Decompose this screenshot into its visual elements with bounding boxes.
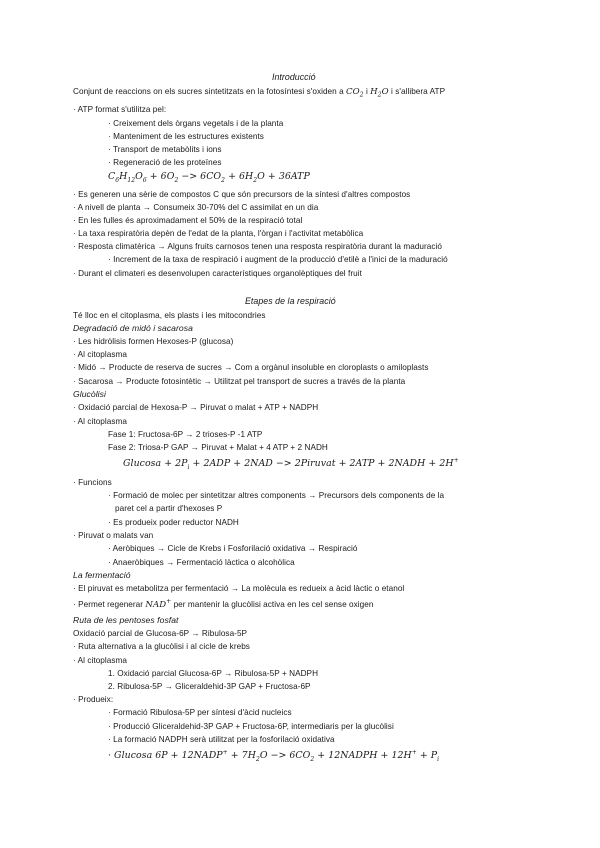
subsection-title-fermentacio: La fermentació	[73, 570, 131, 580]
phase-line: Fase 1: Fructosa-6P → 2 trioses-P -1 ATP	[108, 430, 263, 439]
piruvat-title: · Piruvat o malats van	[73, 531, 154, 540]
list-item: · Permet regenerar NAD+ per mantenir la glucòlisi activa en les cel sense oxigen	[73, 598, 374, 610]
list-item: · El piruvat es metabolitza per fermentació → La molècula es redueix a àcid làctic o etanol	[73, 584, 405, 593]
step-line: 2. Ribulosa-5P → Gliceraldehid-3P GAP + Fructosa-6P	[108, 682, 311, 691]
section-title-introduccio: Introducció	[272, 72, 316, 82]
list-item: · Al citoplasma	[73, 350, 127, 359]
list-item: Oxidació parcial de Glucosa-6P → Ribulosa-5P	[73, 629, 248, 638]
atp-uses-title: · ATP format s'utilitza pel:	[73, 105, 167, 114]
list-item: · Resposta climatèrica → Alguns fruits carnosos tenen una resposta respiratòria durant la maduració	[73, 242, 443, 251]
respiration-equation: $C_6H_{12}O_6 + 6O_2 -> 6CO_2 + 6H_2O + 36ATP$	[108, 171, 310, 184]
glycolysis-equation: $Glucosa + 2P_i + 2ADP + 2NAD$ −> 2Piruvat + 2ATP + 2NADH + 2H+	[123, 456, 459, 471]
list-item: · En les fulles és aproximadament el 50% de la respiració total	[73, 216, 303, 225]
list-item: · Increment de la taxa de respiració i augment de la producció d'etilè a l'inici de la maduració	[108, 255, 448, 264]
list-item: · Al citoplasma	[73, 417, 127, 426]
funcions-title: · Funcions	[73, 478, 112, 487]
list-item: · Anaeròbiques → Fermentació làctica o alcohòlica	[108, 558, 295, 567]
list-item: · Es produeix poder reductor NADH	[108, 518, 239, 527]
list-item: · Manteniment de les estructures existents	[108, 132, 264, 141]
list-item: · Oxidació parcial de Hexosa-P → Piruvat o malat + ATP + NADPH	[73, 403, 319, 412]
section-title-etapes: Etapes de la respiració	[245, 296, 336, 306]
list-item: · Regeneració de les proteïnes	[108, 158, 222, 167]
list-item: · Sacarosa → Producte fotosintètic → Utilitzat pel transport de sucres a través de la planta	[73, 377, 406, 386]
pentose-phosphate-equation: · Glucosa 6P + 12NADP+ + $7H_2O -> 6CO_2$ + 12NADPH + $12H^+ + P_i$	[108, 748, 440, 763]
list-item: · Ruta alternativa a la glucòlisi i al cicle de krebs	[73, 642, 250, 651]
list-item: · Producció Gliceraldehid-3P GAP + Fructosa-6P, intermediaris per la glucòlisi	[108, 722, 394, 731]
list-item: · Formació de molec per sintetitzar altres components → Precursors dels components de la	[108, 491, 445, 500]
list-item-continuation: paret cel a partir d'hexoses P	[115, 504, 223, 513]
list-item: · Les hidròlisis formen Hexoses-P (glucosa)	[73, 337, 234, 346]
definition-line: Conjunt de reaccions on els sucres sintetitzats en la fotosíntesi s'oxiden a $CO_2$ i $H_2O$ i s'allibera ATP	[73, 87, 446, 99]
produeix-title: · Produeix:	[73, 695, 114, 704]
list-item: · La formació NADPH serà utilitzat per la fosforilació oxidativa	[108, 735, 335, 744]
list-item: · Es generen una sèrie de compostos C que són precursors de la síntesi d'altres compostos	[73, 190, 411, 199]
list-item: · Durant el climateri es desenvolupen característiques organolèptiques del fruit	[73, 269, 362, 278]
subsection-title-degradacio: Degradació de midó i sacarosa	[73, 323, 193, 333]
list-item: · Formació Ribulosa-5P per síntesi d'àcid nucleics	[108, 708, 292, 717]
list-item: · A nivell de planta → Consumeix 30-70% del C assimilat en un dia	[73, 203, 319, 212]
list-item: · Midó → Producte de reserva de sucres → Com a orgànul insoluble en cloroplasts o amiloplasts	[73, 363, 429, 372]
list-item: · Aeròbiques → Cicle de Krebs i Fosforilació oxidativa → Respiració	[108, 544, 358, 553]
phase-line: Fase 2: Triosa-P GAP → Piruvat + Malat + 4 ATP + 2 NADH	[108, 443, 328, 452]
location-line: Té lloc en el citoplasma, els plasts i les mitocondries	[73, 311, 266, 320]
step-line: 1. Oxidació parcial Glucosa-6P → Ribulosa-5P + NADPH	[108, 669, 319, 678]
list-item: · La taxa respiratòria depèn de l'edat de la planta, l'òrgan i l'activitat metabòlica	[73, 229, 364, 238]
list-item: · Transport de metabòlits i ions	[108, 145, 222, 154]
list-item: · Al citoplasma	[73, 656, 127, 665]
list-item: · Creixement dels òrgans vegetals i de la planta	[108, 119, 284, 128]
subsection-title-glucolisi: Glucòlisi	[73, 389, 106, 399]
subsection-title-pentoses: Ruta de les pentoses fosfat	[73, 615, 179, 625]
